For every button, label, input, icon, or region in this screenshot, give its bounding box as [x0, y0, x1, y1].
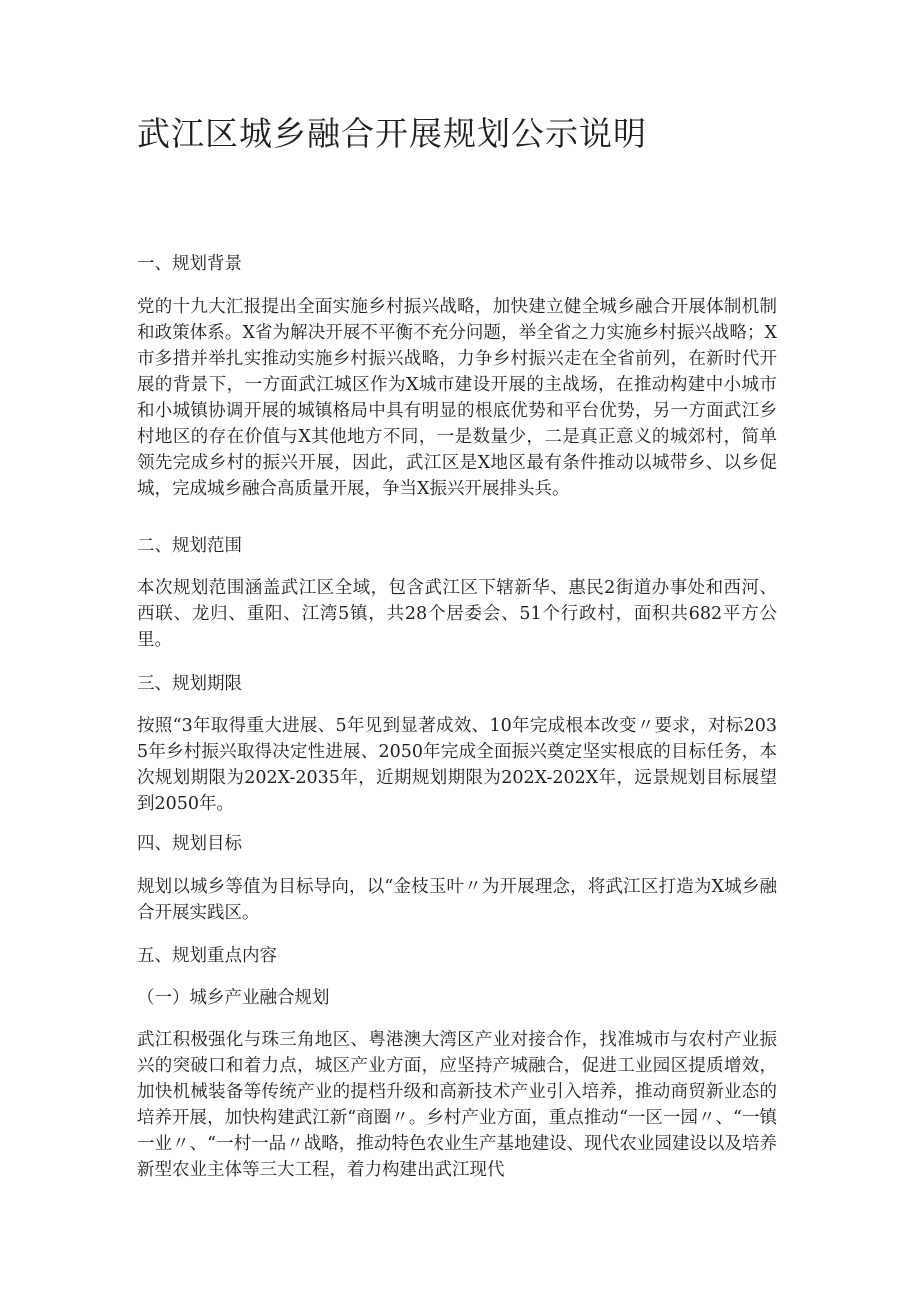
document-title: 武江区城乡融合开展规划公示说明: [137, 114, 647, 153]
paragraph-period: 按照“3年取得重大进展、5年见到显著成效、10年完成根本改变〃要求，对标2035年乡村振兴取得决定性进展、2050年完成全面振兴奠定坚实根底的目标任务，本次规划期限为202X-2035年，近期规划期限为202X-202X年，远景规划目标展望到2050年。: [137, 716, 777, 814]
paragraph-industry: 武江积极强化与珠三角地区、粤港澳大湾区产业对接合作，找准城市与农村产业振兴的突破口和着力点，城区产业方面，应坚持产城融合，促进工业园区提质增效，加快机械装备等传统产业的提档升级和高新技术产业引入培养，推动商贸新业态的培养开展，加快构建武江新“商圈〃。乡村产业方面，重点推动“一区一园〃、“一镇一业〃、“一村一品〃战略，推动特色农业生产基地建设、现代农业园建设以及培养新型农业主体等三大工程，着力构建出武江现代: [137, 1030, 777, 1180]
subsection-heading-industry: （一）城乡产业融合规划: [137, 988, 330, 1008]
section-heading-background: 一、规划背景: [137, 254, 242, 274]
paragraph-scope: 本次规划范围涵盖武江区全域，包含武江区下辖新华、惠民2街道办事处和西河、西联、龙归、重阳、江湾5镇，共28个居委会、51个行政村，面积共682平方公里。: [137, 578, 777, 650]
section-heading-period: 三、规划期限: [137, 674, 242, 694]
section-heading-goal: 四、规划目标: [137, 834, 242, 854]
paragraph-goal: 规划以城乡等值为目标导向，以“金枝玉叶〃为开展理念，将武江区打造为X城乡融合开展实践区。: [137, 877, 777, 923]
paragraph-background: 党的十九大汇报提出全面实施乡村振兴战略，加快建立健全城乡融合开展体制机制和政策体系。X省为解决开展不平衡不充分问题，举全省之力实施乡村振兴战略；X市多措并举扎实推动实施乡村振兴战略，力争乡村振兴走在全省前列，在新时代开展的背景下，一方面武江城区作为X城市建设开展的主战场，在推动构建中小城市和小城镇协调开展的城镇格局中具有明显的根底优势和平台优势，另一方面武江乡村地区的存在价值与X其他地方不同，一是数量少，二是真正意义的城郊村，简单领先完成乡村的振兴开展，因此，武江区是X地区最有条件推动以城带乡、以乡促城，完成城乡融合高质量开展，争当X振兴开展排头兵。: [137, 297, 777, 499]
section-heading-key-content: 五、规划重点内容: [137, 946, 277, 966]
section-heading-scope: 二、规划范围: [137, 536, 242, 556]
